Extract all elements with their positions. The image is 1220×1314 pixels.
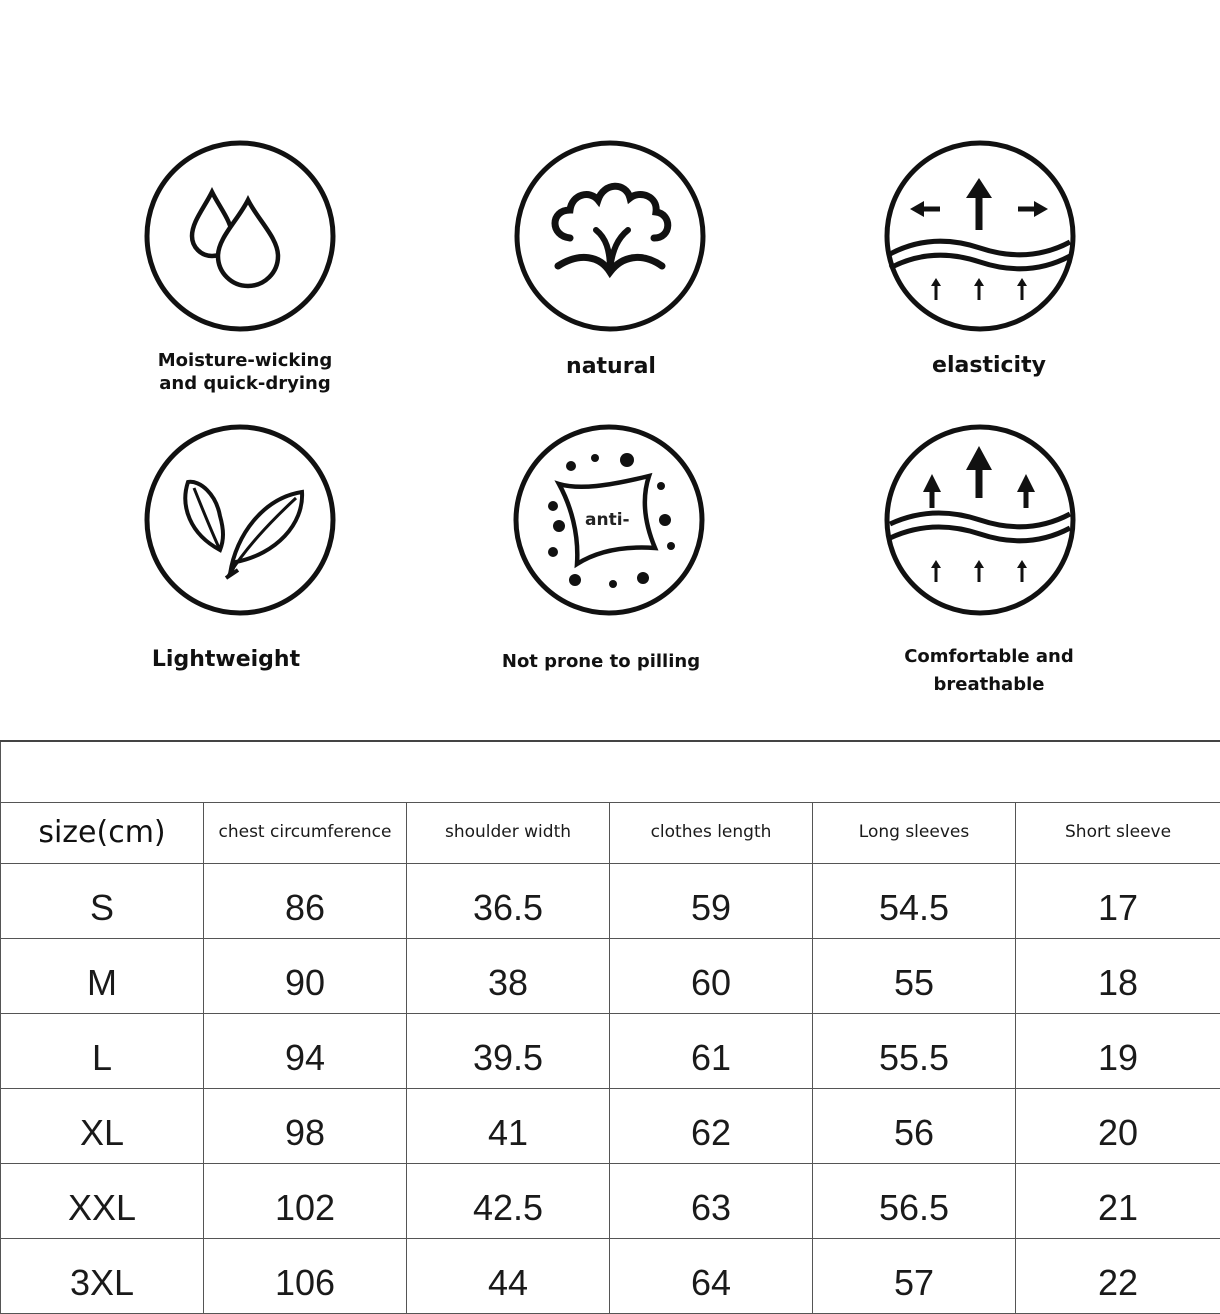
table-row (1, 1164, 1220, 1239)
table-title-row (1, 741, 1220, 803)
table-cell: 18 (1016, 939, 1220, 1014)
feature-label-line: Not prone to pilling (451, 650, 751, 673)
column-header: clothes length (610, 803, 813, 864)
cotton-icon (510, 138, 710, 338)
table-cell: 59 (610, 864, 813, 939)
table-cell: 64 (610, 1239, 813, 1314)
table-title (1, 741, 1220, 803)
table-cell: 41 (407, 1089, 610, 1164)
feature-label-line: breathable (839, 671, 1139, 699)
anti-overlay-text: anti- (583, 510, 632, 530)
table-cell: 22 (1016, 1239, 1220, 1314)
table-cell: 44 (407, 1239, 610, 1314)
feature-label-line: elasticity (839, 352, 1139, 381)
table-row (1, 1014, 1220, 1089)
feature-label-line: and quick-drying (95, 372, 395, 395)
table-cell: 56 (813, 1089, 1016, 1164)
table-cell: 38 (407, 939, 610, 1014)
table-cell: 36.5 (407, 864, 610, 939)
table-cell: 20 (1016, 1089, 1220, 1164)
table-cell: M (1, 939, 204, 1014)
column-header: chest circumference (204, 803, 407, 864)
water-drops-icon (140, 138, 340, 338)
table-row (1, 939, 1220, 1014)
table-header-row (1, 803, 1220, 864)
table-cell: 19 (1016, 1014, 1220, 1089)
table-cell: 62 (610, 1089, 813, 1164)
feature-label-line: natural (461, 353, 761, 382)
feature-label-line: Moisture-wicking (95, 349, 395, 372)
table-cell: 54.5 (813, 864, 1016, 939)
table-cell: XXL (1, 1164, 204, 1239)
table-row (1, 864, 1220, 939)
table-cell: 60 (610, 939, 813, 1014)
table-cell: 102 (204, 1164, 407, 1239)
column-header: size(cm) (1, 803, 204, 864)
table-cell: 106 (204, 1239, 407, 1314)
table-cell: 17 (1016, 864, 1220, 939)
table-cell: 21 (1016, 1164, 1220, 1239)
table-cell: 63 (610, 1164, 813, 1239)
column-header: Short sleeve (1016, 803, 1220, 864)
stretch-arrows-icon (880, 138, 1080, 338)
feathers-icon (140, 424, 340, 624)
table-row (1, 1239, 1220, 1314)
table-cell: 3XL (1, 1239, 204, 1314)
column-header: shoulder width (407, 803, 610, 864)
table-cell: XL (1, 1089, 204, 1164)
table-cell: 94 (204, 1014, 407, 1089)
table-cell: 42.5 (407, 1164, 610, 1239)
table-cell: 39.5 (407, 1014, 610, 1089)
column-header: Long sleeves (813, 803, 1016, 864)
table-cell: 90 (204, 939, 407, 1014)
table-row (1, 1089, 1220, 1164)
feature-label-line: Comfortable and (839, 643, 1139, 671)
feature-label-line: Lightweight (76, 646, 376, 675)
breathable-arrows-icon (880, 424, 1080, 624)
table-cell: S (1, 864, 204, 939)
table-cell: 57 (813, 1239, 1016, 1314)
table-cell: 55 (813, 939, 1016, 1014)
table-cell: 55.5 (813, 1014, 1016, 1089)
table-cell: 98 (204, 1089, 407, 1164)
table-cell: 86 (204, 864, 407, 939)
table-cell: L (1, 1014, 204, 1089)
table-cell: 61 (610, 1014, 813, 1089)
table-cell: 56.5 (813, 1164, 1016, 1239)
